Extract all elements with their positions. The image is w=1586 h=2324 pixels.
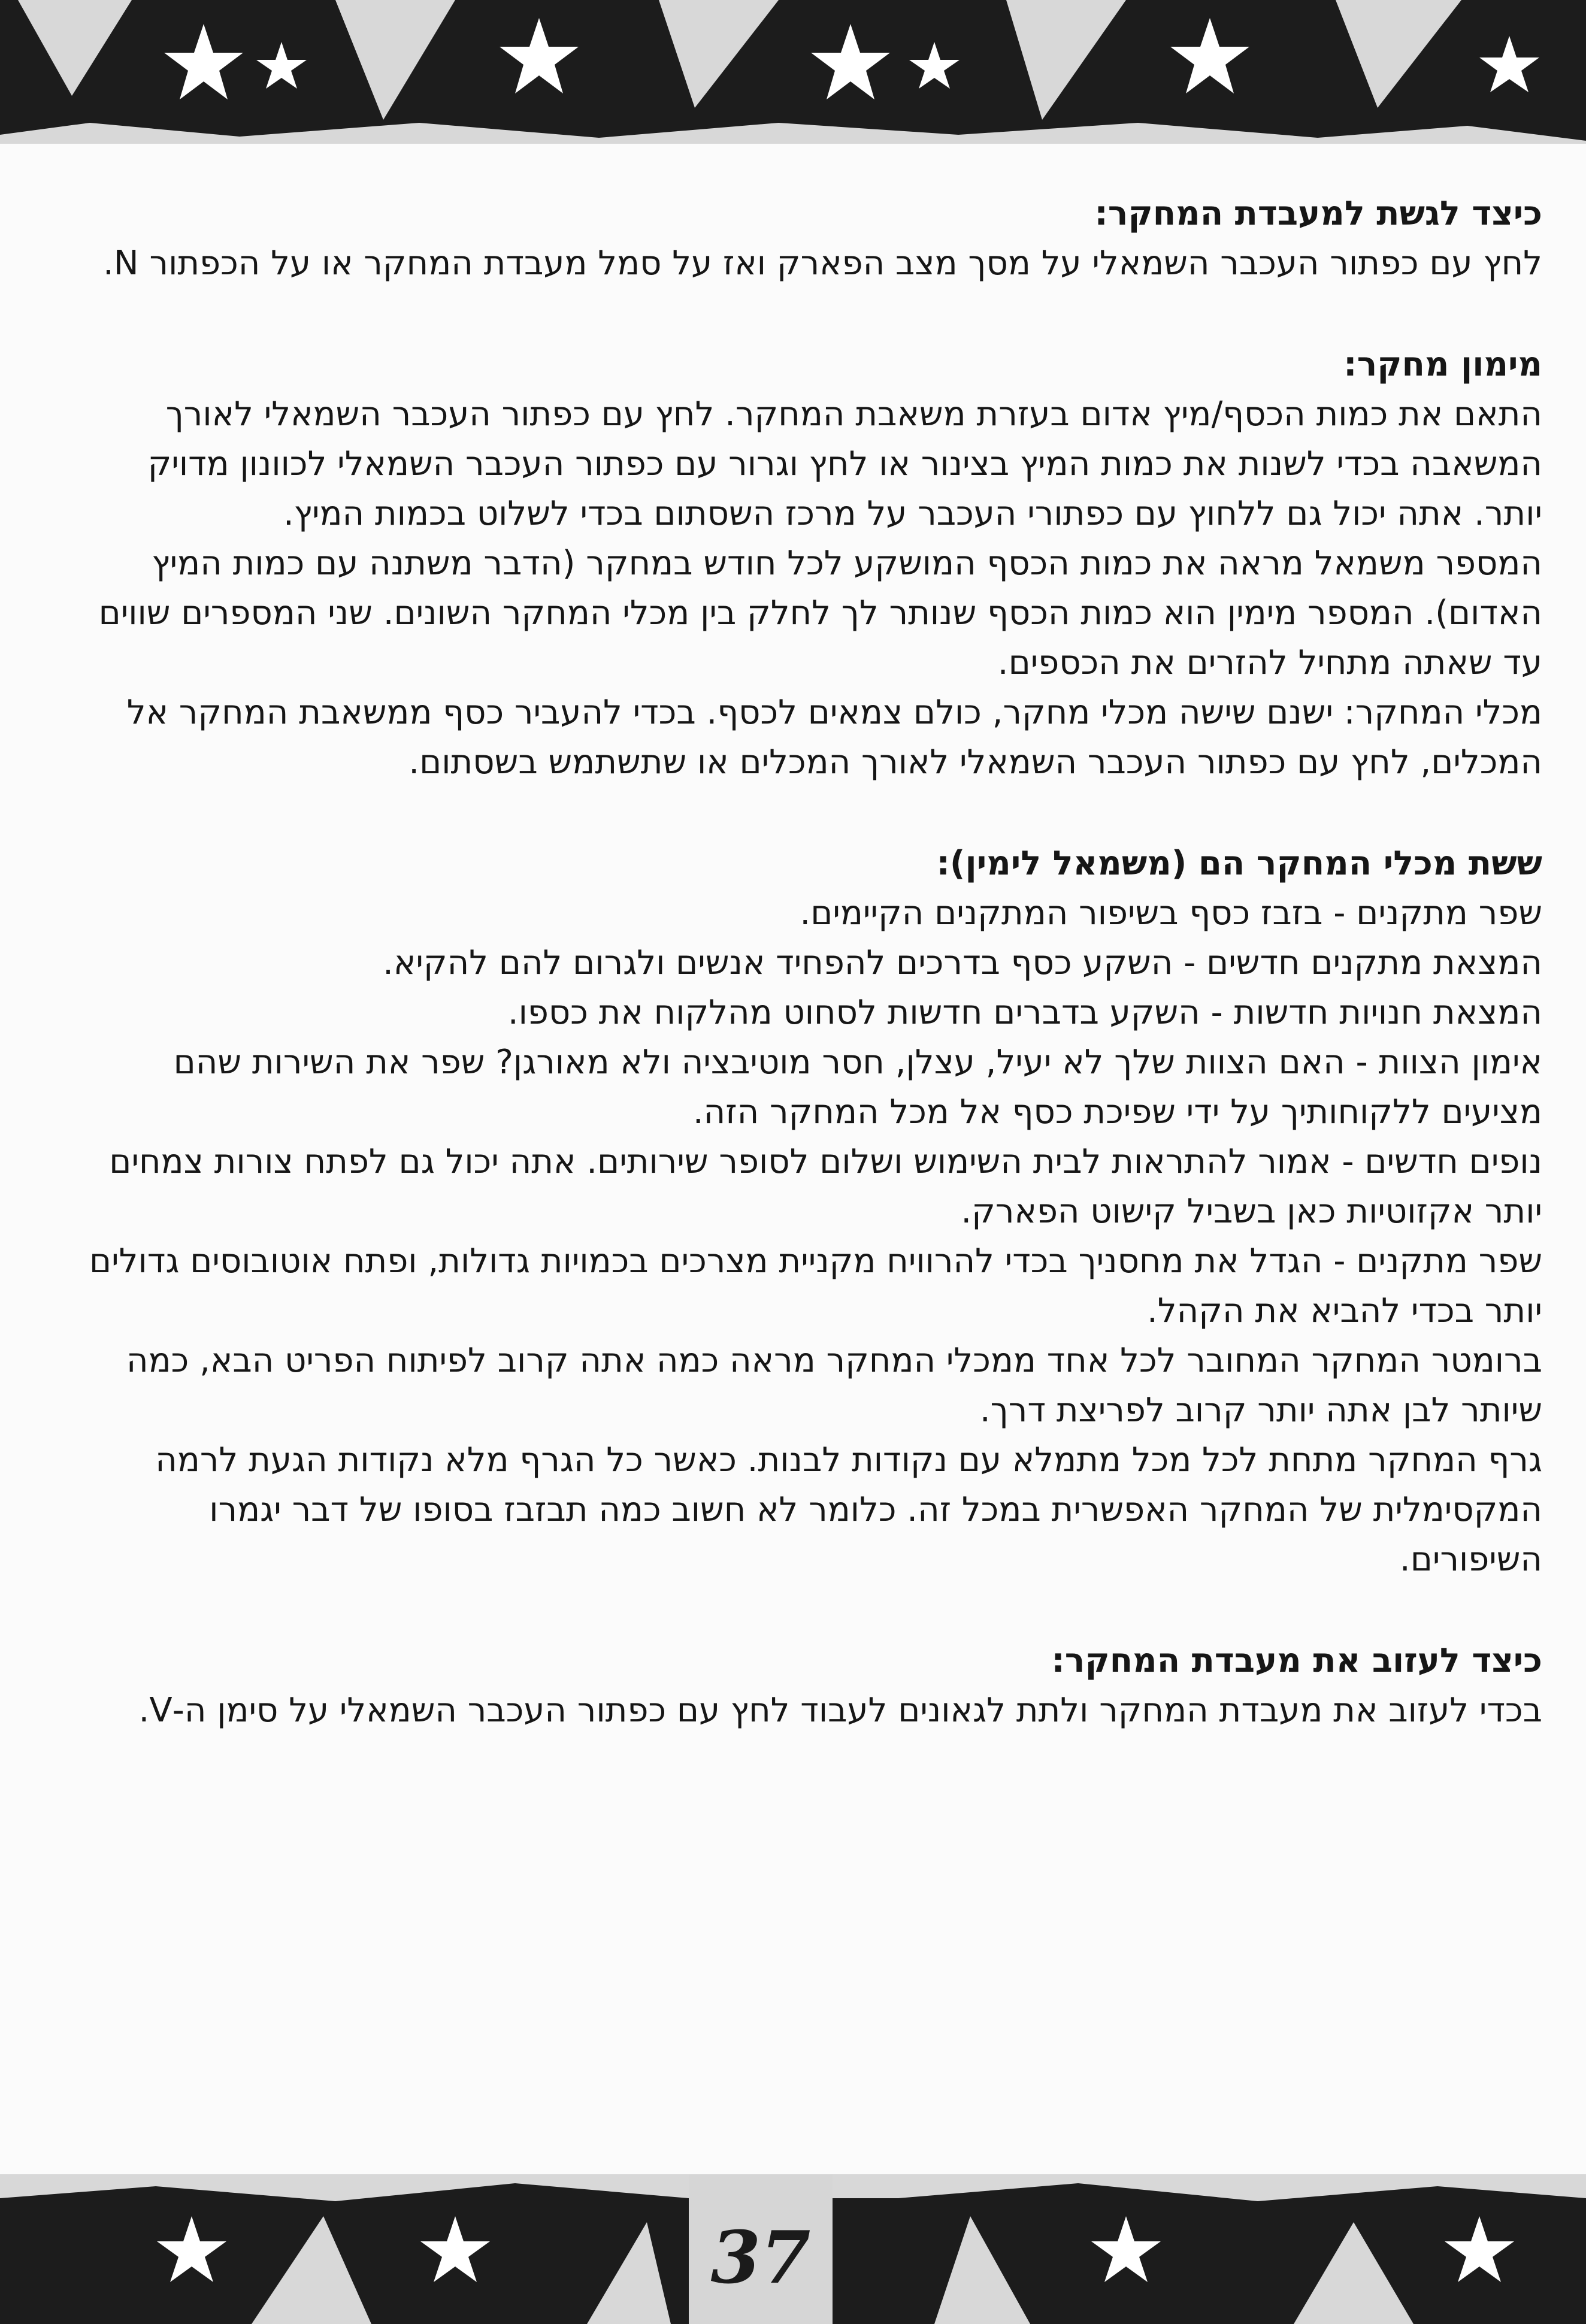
section-research-tanks (81, 839, 1542, 1584)
list-item: שפר מתקנים - הגדל את מחסניך בכדי להרוויח מקניית מצרכים בכמויות גדולות, ופתח אוטובוסים גדולים יותר בכדי להביא את הקהל. (89, 1242, 1542, 1330)
section-access-lab (81, 189, 1542, 288)
section-spacer (81, 787, 1542, 839)
paragraph: גרף המחקר מתחת לכל מכל מתמלא עם נקודות לבנות. כאשר כל הגרף מלא נקודות הגעת לרמה המקסימלית של המחקר האפשרית במכל זה. כלומר לא חשוב כמה תבזבז בסופו של דבר יגמרו השיפורים. (155, 1441, 1542, 1579)
section-heading: ששת מכלי המחקר הם (משמאל לימין): (936, 844, 1542, 883)
section-spacer (81, 1584, 1542, 1636)
paragraph: בכדי לעזוב את מעבדת המחקר ולתת לגאונים לעבוד לחץ עם כפתור העכבר השמאלי על סימן ה-V. (138, 1691, 1542, 1730)
list-item: המצאת חנויות חדשות - השקע בדברים חדשות לסחוט מהלקוח את כספו. (507, 993, 1542, 1032)
list-item: המצאת מתקנים חדשים - השקע כסף בדרכים להפחיד אנשים ולגרום להם להקיא. (383, 943, 1542, 982)
instructions-body (81, 189, 1542, 1735)
section-heading: כיצד לעזוב את מעבדת המחקר: (1051, 1641, 1542, 1680)
list-item: שפר מתקנים - בזבז כסף בשיפור המתקנים הקיימים. (800, 894, 1542, 933)
list-item: אימון הצוות - האם הצוות שלך לא יעיל, עצלן, חסר מוטיבציה ולא מאורגן? שפר את השירות שהם מציעים ללקוחותיך על ידי שפיכת כסף אל מכל המחקר הזה. (173, 1043, 1542, 1131)
star-pattern-band (0, 0, 1586, 144)
paragraph: לחץ עם כפתור העכבר השמאלי על מסך מצב הפארק ואז על סמל מעבדת המחקר או על הכפתור N. (102, 244, 1542, 283)
list-item: נופים חדשים - אמור להתראות לבית השימוש ושלום לסופר שירותים. אתה יכול גם לפתח צורות צמחים יותר אקזוטיות כאן בשביל קישוט הפארק. (109, 1142, 1542, 1231)
section-heading: כיצד לגשת למעבדת המחקר: (1094, 194, 1542, 233)
section-spacer (81, 288, 1542, 340)
paragraph: מכלי המחקר: ישנם שישה מכלי מחקר, כולם צמאים לכסף. בכדי להעביר כסף ממשאבת המחקר אל המכלים, לחץ עם כפתור העכבר השמאלי לאורך המכלים או שתשתמש בשסתום. (126, 693, 1542, 782)
page-number: 37 (710, 2216, 811, 2300)
section-leave-lab (81, 1636, 1542, 1735)
paragraph: ברומטר המחקר המחובר לכל אחד ממכלי המחקר מראה כמה אתה קרוב לפיתוח הפריט הבא, כמה שיותר לבן אתה יותר קרוב לפריצת דרך. (126, 1341, 1542, 1430)
section-heading: מימון מחקר: (1343, 345, 1542, 384)
section-research-funding (81, 340, 1542, 787)
paragraph: המספר משמאל מראה את כמות הכסף המושקע לכל חודש במחקר (הדבר משתנה עם כמות המיץ האדום). המספר מימין הוא כמות הכסף שנותר לך לחלק בין מכלי המחקר השונים. שני המספרים שווים עד שאתה מתחיל להזרים את הכספים. (98, 544, 1542, 682)
top-star-band (0, 0, 1586, 144)
paragraph: התאם את כמות הכסף/מיץ אדום בעזרת משאבת המחקר. לחץ עם כפתור העכבר השמאלי לאורך המשאבה בכדי לשנות את כמות המיץ בצינור או לחץ וגרור עם כפתור העכבר השמאלי לכוונון מדויק יותר. אתה יכול גם ללחוץ עם כפתורי העכבר על מרכז השסתום בכדי לשלוט בכמות המיץ. (147, 395, 1542, 533)
